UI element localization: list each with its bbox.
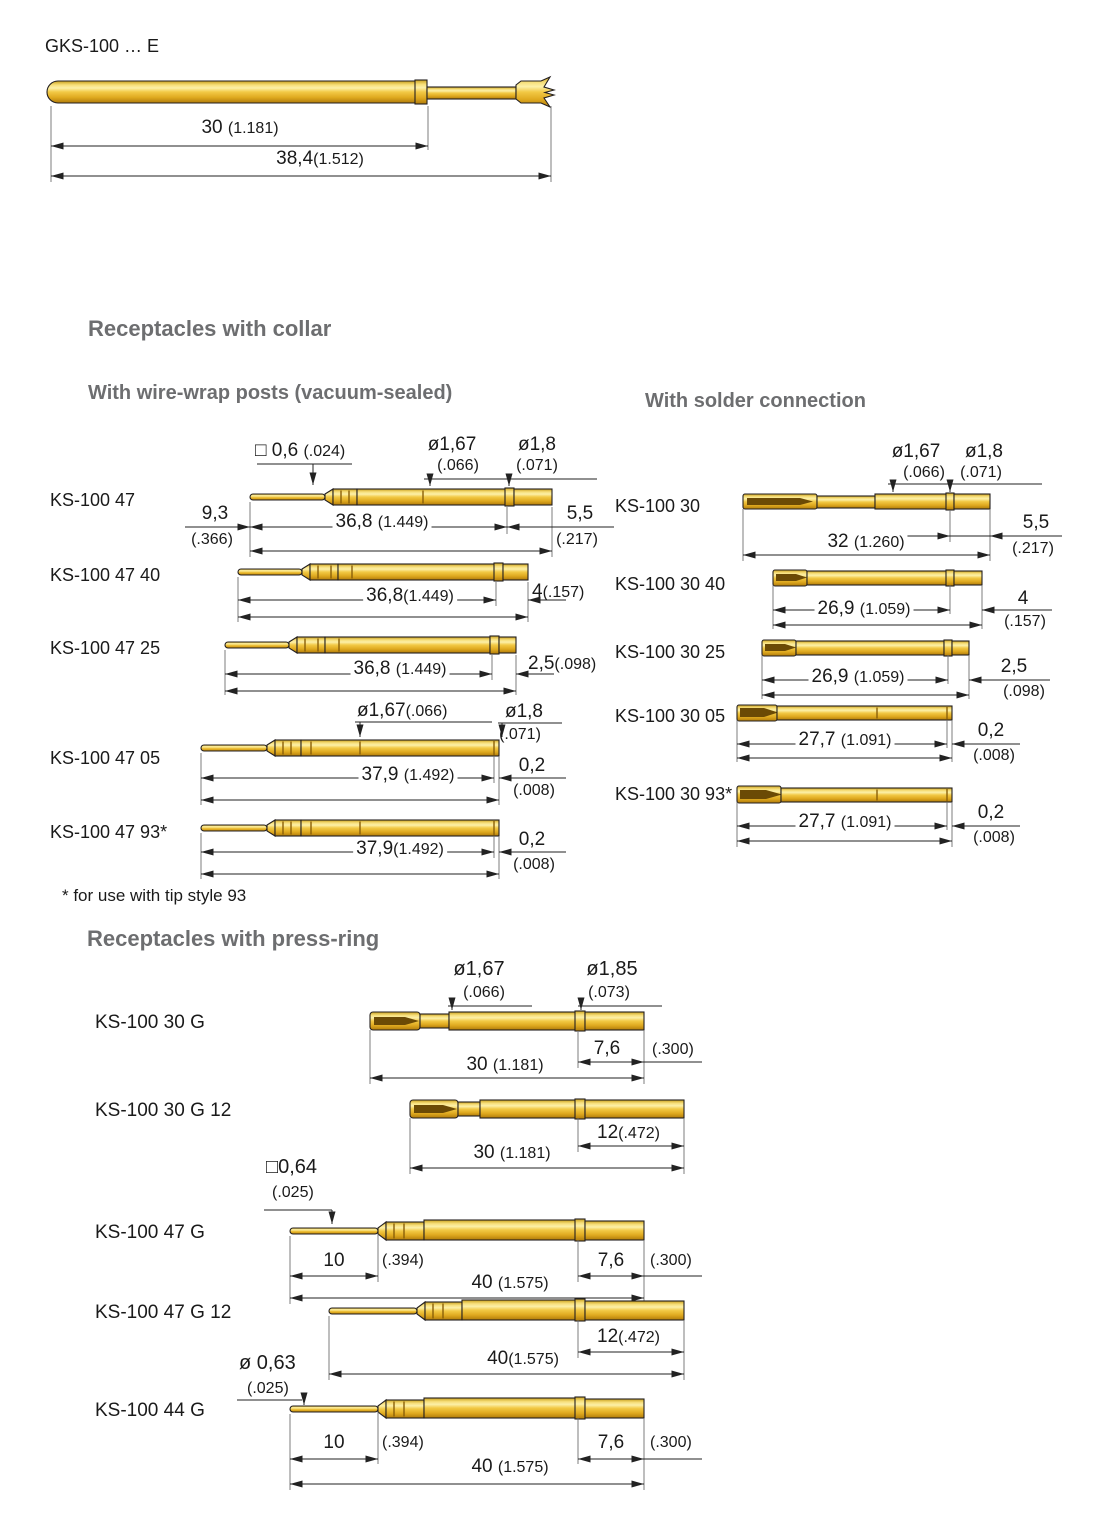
dim-mid: 36,8 (1.449) — [351, 658, 450, 680]
callout-dia2: ø1,8 — [964, 441, 1004, 462]
dim-left-inch: (.394) — [382, 1434, 424, 1451]
dim-right-inch: (.217) — [556, 531, 598, 548]
dim-right: 0,2 — [977, 802, 1005, 823]
dim-right-inch: (.300) — [652, 1041, 694, 1058]
callout-square: □ 0,6 (.024) — [255, 440, 346, 461]
row-label: KS-100 30 93* — [615, 784, 733, 804]
dim-right: 2,5(.098) — [528, 653, 597, 674]
dim-mid: 40 (1.575) — [468, 1456, 551, 1478]
row-label: KS-100 47 — [50, 490, 136, 510]
callout-dia2-inch: (.071) — [960, 464, 1002, 481]
dim-right: 12(.472) — [594, 1122, 663, 1144]
callout-square-inch: (.025) — [272, 1184, 314, 1201]
dim-right-inch: (.300) — [650, 1434, 692, 1451]
row-label: KS-100 30 25 — [615, 642, 726, 662]
dim-right-inch: (.008) — [973, 829, 1015, 846]
row-label: KS-100 47 93* — [50, 822, 168, 842]
dim-right: 5,5 — [1022, 512, 1050, 533]
dim-right-inch: (.098) — [1003, 683, 1045, 700]
heading-collar: Receptacles with collar — [88, 316, 332, 341]
top-dim-mid: 30 (1.181) — [201, 117, 279, 138]
dim-mid: 40 (1.575) — [468, 1272, 551, 1294]
dim-right-inch: (.008) — [513, 856, 555, 873]
dim-right: 4 — [1017, 588, 1029, 609]
callout-dia1-inch: (.066) — [437, 457, 479, 474]
callout-dia2-inch: (.073) — [588, 984, 630, 1001]
callout-dia2-inch: (.071) — [499, 726, 541, 743]
heading-solder: With solder connection — [645, 390, 866, 412]
footnote: * for use with tip style 93 — [62, 886, 247, 905]
callout-dia1: ø1,67 — [891, 441, 941, 462]
dim-right-inch: (.008) — [973, 747, 1015, 764]
dim-right: 12(.472) — [594, 1326, 663, 1348]
callout-dia2-inch: (.071) — [516, 457, 558, 474]
callout-dia1: ø1,67(.066) — [357, 700, 448, 721]
row-label: KS-100 47 05 — [50, 748, 161, 768]
callout-dia1: ø1,67 — [453, 958, 505, 980]
dim-mid: 27,7 (1.091) — [796, 729, 895, 751]
dim-mid: 30 (1.181) — [470, 1142, 553, 1164]
dim-mid: 40(1.575) — [484, 1348, 562, 1370]
callout-dia-inch: (.025) — [247, 1380, 289, 1397]
dim-left: 9,3 — [201, 503, 229, 524]
dim-right-inch: (.217) — [1012, 540, 1054, 557]
heading-pressring: Receptacles with press-ring — [87, 926, 380, 951]
dim-right: 7,6 — [595, 1250, 627, 1272]
dim-left: 10 — [323, 1250, 345, 1271]
probe-drawing-ks10047g12 — [237, 1299, 684, 1405]
row-label: KS-100 30 05 — [615, 706, 726, 726]
callout-dia1: ø1,67 — [427, 434, 477, 455]
callout-square: □0,64 — [266, 1156, 318, 1178]
row-label: KS-100 47 G — [95, 1222, 205, 1243]
dim-right-inch: (.300) — [650, 1252, 692, 1269]
dim-mid: 37,9(1.492) — [353, 838, 447, 860]
row-label: KS-100 47 40 — [50, 565, 161, 585]
dim-right: 4(.157) — [532, 581, 585, 602]
dim-right: 2,5 — [1000, 656, 1028, 677]
dim-mid: 30 (1.181) — [463, 1054, 546, 1076]
row-label: KS-100 44 G — [95, 1400, 205, 1421]
heading-wirewrap: With wire-wrap posts (vacuum-sealed) — [88, 382, 453, 404]
dim-mid: 32 (1.260) — [824, 531, 907, 553]
dim-right: 0,2 — [518, 829, 546, 850]
dim-left-inch: (.366) — [191, 531, 233, 548]
dim-mid: 26,9 (1.059) — [809, 666, 908, 688]
callout-dia2: ø1,8 — [517, 434, 557, 455]
dim-right: 5,5 — [566, 503, 594, 524]
dim-right: 0,2 — [977, 720, 1005, 741]
dim-right-inch: (.157) — [1004, 613, 1046, 630]
dim-right: 7,6 — [591, 1038, 623, 1060]
callout-dia1-inch: (.066) — [463, 984, 505, 1001]
row-label: KS-100 30 40 — [615, 574, 726, 594]
dim-right-inch: (.008) — [513, 782, 555, 799]
dim-right: 0,2 — [518, 755, 546, 776]
row-label: KS-100 30 G — [95, 1012, 205, 1033]
dim-mid: 27,7 (1.091) — [796, 811, 895, 833]
page-title: GKS-100 … E — [45, 36, 160, 56]
row-label: KS-100 30 — [615, 496, 701, 516]
dim-mid: 36,8(1.449) — [363, 585, 457, 607]
dim-left: 10 — [323, 1432, 345, 1453]
dim-mid: 26,9 (1.059) — [815, 598, 914, 620]
dim-mid: 37,9 (1.492) — [359, 764, 458, 786]
callout-dia2: ø1,8 — [504, 701, 544, 722]
dim-right: 7,6 — [595, 1432, 627, 1454]
dim-mid: 36,8 (1.449) — [333, 511, 432, 533]
row-label: KS-100 47 G 12 — [95, 1302, 232, 1323]
row-label: KS-100 30 G 12 — [95, 1100, 232, 1121]
callout-dia1-inch: (.066) — [903, 464, 945, 481]
top-dim-total: 38,4(1.512) — [276, 148, 364, 169]
dim-left-inch: (.394) — [382, 1252, 424, 1269]
callout-dia: ø 0,63 — [239, 1352, 296, 1374]
callout-dia2: ø1,85 — [586, 958, 638, 980]
row-label: KS-100 47 25 — [50, 638, 161, 658]
